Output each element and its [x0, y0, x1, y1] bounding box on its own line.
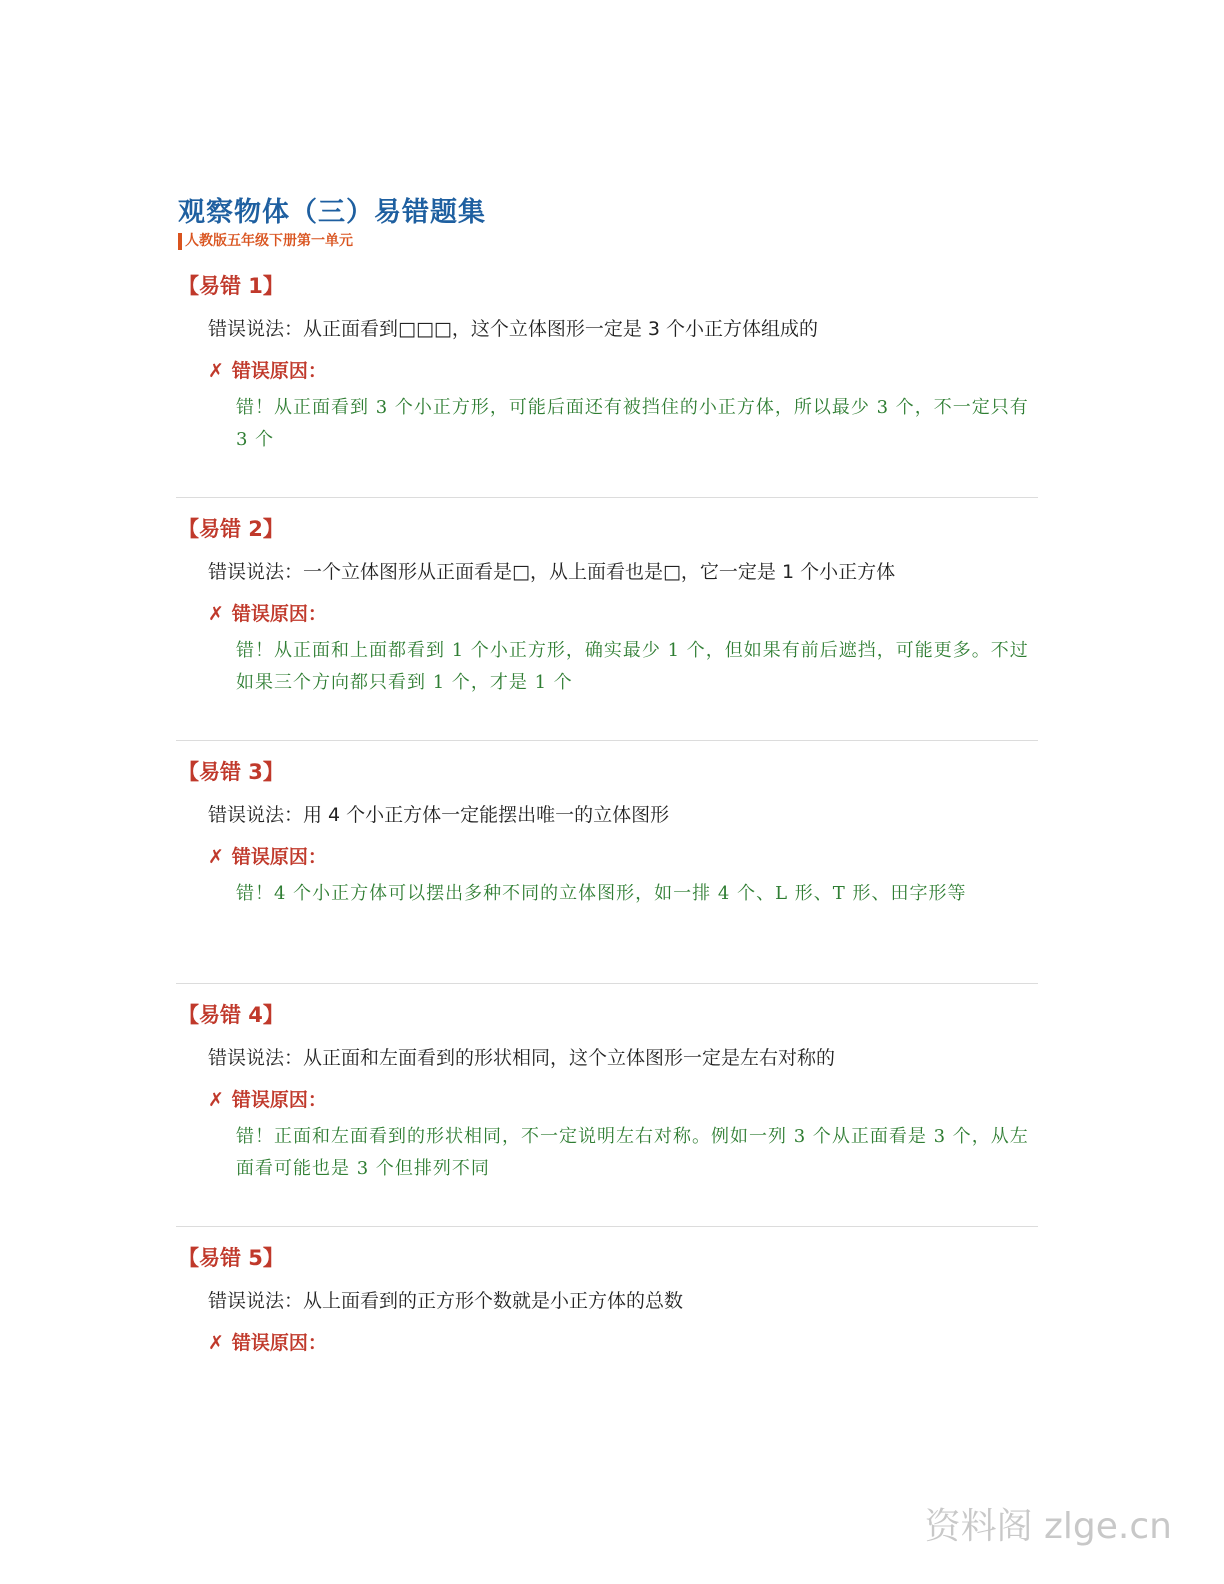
mistake-title: 【易错 1】 [178, 274, 284, 298]
reason-text: 错！正面和左面看到的形状相同，不一定说明左右对称。例如一列 3 个从正面看是 3 个，从左面看可能也是 3 个但排列不同 [236, 1126, 1029, 1179]
cross-mark-icon: ✗ [208, 1089, 224, 1111]
reason-label [208, 1085, 327, 1112]
reason-label-text: 错误原因： [231, 360, 327, 382]
reason-label-text: 错误原因： [231, 1089, 327, 1111]
mistake-title: 【易错 5】 [178, 1246, 284, 1270]
cross-mark-icon: ✗ [208, 603, 224, 625]
page-title: 观察物体（三）易错题集 [178, 197, 486, 228]
mistake-title: 【易错 2】 [178, 517, 284, 541]
reason-label-text: 错误原因： [231, 603, 327, 625]
divider [176, 983, 1038, 984]
reason-label [208, 1328, 327, 1355]
page-subtitle: 人教版五年级下册第一单元 [178, 233, 353, 250]
watermark: 资料阁 zlge.cn [924, 1506, 1172, 1547]
cross-mark-icon: ✗ [208, 1332, 224, 1354]
reason-label [208, 356, 327, 383]
reason-label-text: 错误原因： [231, 846, 327, 868]
mistake-title: 【易错 4】 [178, 1003, 284, 1027]
reason-text: 错！从正面和上面都看到 1 个小正方形，确实最少 1 个，但如果有前后遮挡，可能更多。不过如果三个方向都只看到 1 个，才是 1 个 [236, 640, 1029, 693]
reason-label [208, 842, 327, 869]
wrong-statement: 错误说法：用 4 个小正方体一定能摆出唯一的立体图形 [208, 804, 670, 826]
wrong-statement: 错误说法：从正面和左面看到的形状相同，这个立体图形一定是左右对称的 [208, 1047, 836, 1069]
divider [176, 497, 1038, 498]
wrong-statement: 错误说法：从正面看到□□□，这个立体图形一定是 3 个小正方体组成的 [208, 318, 819, 340]
cross-mark-icon: ✗ [208, 846, 224, 868]
mistake-title: 【易错 3】 [178, 760, 284, 784]
reason-text: 错！4 个小正方体可以摆出多种不同的立体图形，如一排 4 个、L 形、T 形、田字形等 [236, 883, 967, 904]
wrong-statement: 错误说法：从上面看到的正方形个数就是小正方体的总数 [208, 1290, 684, 1312]
divider [176, 1226, 1038, 1227]
reason-label-text: 错误原因： [231, 1332, 327, 1354]
cross-mark-icon: ✗ [208, 360, 224, 382]
divider [176, 740, 1038, 741]
wrong-statement: 错误说法：一个立体图形从正面看是□，从上面看也是□，它一定是 1 个小正方体 [208, 561, 896, 583]
reason-label [208, 599, 327, 626]
reason-text: 错！从正面看到 3 个小正方形，可能后面还有被挡住的小正方体，所以最少 3 个，不一定只有 3 个 [236, 397, 1029, 450]
